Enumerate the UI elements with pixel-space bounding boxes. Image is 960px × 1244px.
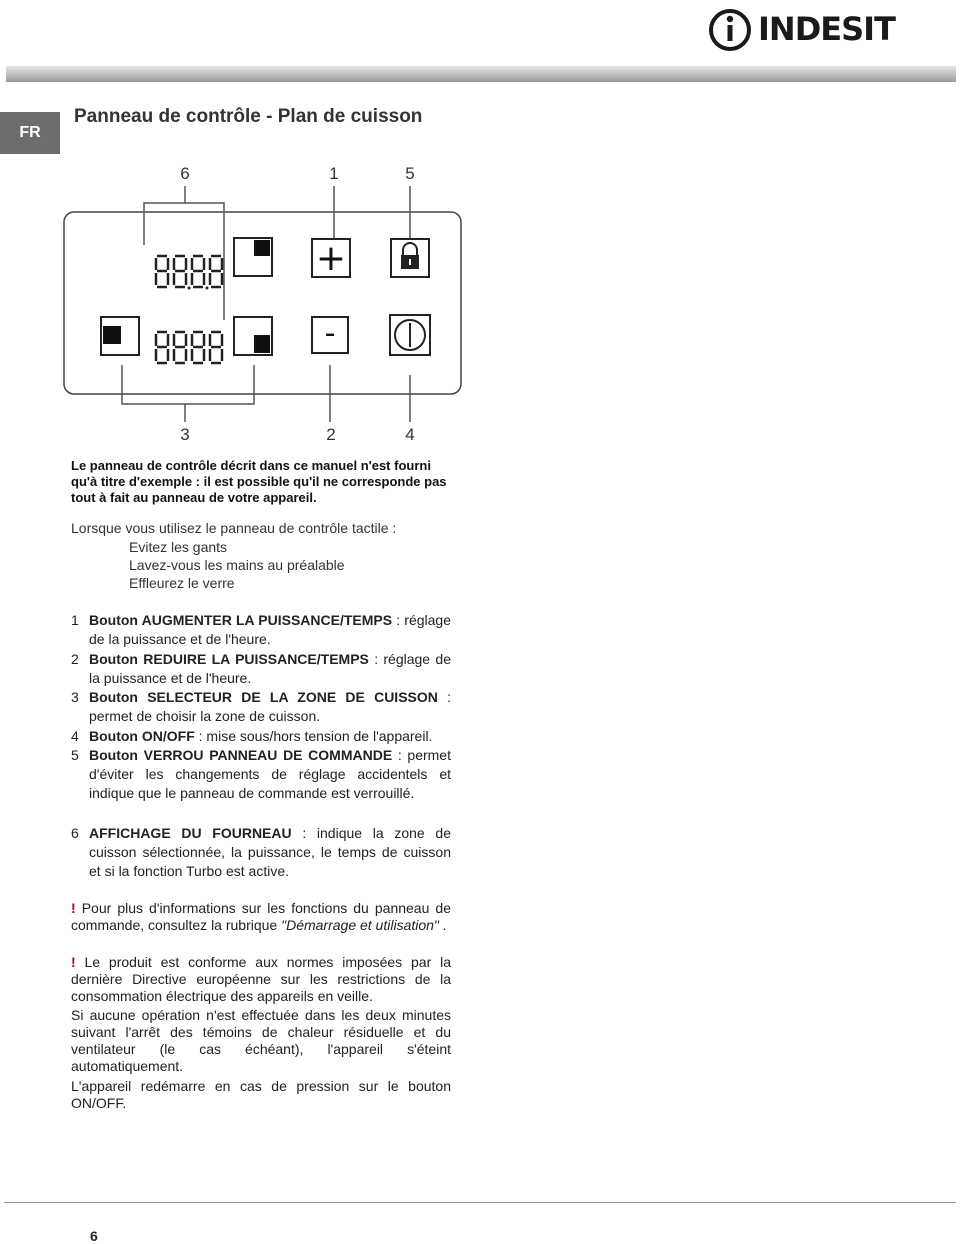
list-item <box>71 824 451 881</box>
callout-label-3: 3 <box>180 425 190 444</box>
display-bottom-digits <box>156 332 222 363</box>
item-number: 5 <box>71 747 79 763</box>
item-number: 6 <box>71 825 79 841</box>
list-item <box>71 688 451 726</box>
list-item <box>71 727 451 746</box>
list-item <box>71 611 451 649</box>
item-description: : permet de choisir la zone de cuisson. <box>89 689 451 724</box>
list-item <box>71 650 451 688</box>
list-item <box>71 746 451 803</box>
callout-bracket-6 <box>144 186 224 320</box>
item-title: AFFICHAGE DU FOURNEAU <box>89 825 292 841</box>
item-description: : mise sous/hors tension de l'appareil. <box>194 728 433 744</box>
minus-button-icon <box>312 316 348 353</box>
item-description: : réglage de la puissance et de l'heure. <box>89 651 451 686</box>
callout-label-1: 1 <box>329 164 339 183</box>
item-title: Bouton VERROU PANNEAU DE COMMANDE <box>89 747 393 763</box>
item-number: 3 <box>71 689 79 705</box>
callout-label-2: 2 <box>326 425 336 444</box>
item-description: : indique la zone de cuisson sélectionnée, la puissance, le temps de cuisson et si la fonction Turbo est active. <box>89 825 451 879</box>
touch-tip: Evitez les gants <box>129 539 228 555</box>
svg-text:+: + <box>315 238 347 279</box>
warning-mark: ! <box>71 900 76 916</box>
language-tab: FR <box>0 112 60 154</box>
display-top-digits <box>156 256 222 290</box>
info-reference: "Démarrage et utilisation" <box>281 917 439 933</box>
disclaimer-note: Le panneau de contrôle décrit dans ce manuel n'est fourni qu'à titre d'exemple : il est possible qu'il ne corresponde pas tout à fait au panneau de votre appareil. <box>71 458 447 505</box>
callout-label-4: 4 <box>405 425 415 444</box>
zone-selector-bottom-icon <box>234 317 272 355</box>
info-paragraph <box>71 954 451 1005</box>
info-paragraph: L'appareil redémarre en cas de pression sur le bouton ON/OFF. <box>71 1078 451 1111</box>
plus-button-icon <box>312 238 350 279</box>
info-text-end: . <box>438 917 447 933</box>
zone-selector-top-icon <box>234 238 272 276</box>
touch-tip: Effleurez le verre <box>129 575 235 591</box>
control-panel-diagram <box>56 160 466 445</box>
item-title: Bouton REDUIRE LA PUISSANCE/TEMPS <box>89 651 369 667</box>
indesit-logo-icon <box>706 6 766 54</box>
page-number: 6 <box>90 1228 98 1244</box>
callout-label-6: 6 <box>180 164 190 183</box>
item-description: : permet d'éviter les changements de réglage accidentels et indique que le panneau de commande est verrouillé. <box>89 747 451 801</box>
info-paragraph <box>71 900 451 934</box>
page-title: Panneau de contrôle - Plan de cuisson <box>74 106 423 127</box>
item-title: Bouton SELECTEUR DE LA ZONE DE CUISSON <box>89 689 438 705</box>
warning-mark: ! <box>71 954 76 970</box>
item-number: 2 <box>71 651 79 667</box>
touch-panel-intro: Lorsque vous utilisez le panneau de contrôle tactile : <box>71 520 397 536</box>
item-number: 4 <box>71 728 79 744</box>
footer-divider <box>4 1202 956 1203</box>
power-button-icon <box>390 315 430 355</box>
info-text: Le produit est conforme aux normes imposées par la dernière Directive européenne sur les restrictions de la consommation électrique des appareils en veille. <box>71 954 451 1004</box>
item-title: Bouton ON/OFF <box>89 728 195 744</box>
header-bar <box>6 66 956 82</box>
info-paragraph: Si aucune opération n'est effectuée dans les deux minutes suivant l'arrêt des témoins de chaleur résiduelle et du ventilateur (le cas échéant), l'appareil s'éteint automatiquement. <box>71 1007 451 1074</box>
brand-name: INDESIT <box>758 10 895 48</box>
zone-selector-left-icon <box>101 317 139 355</box>
svg-text:-: - <box>324 316 336 351</box>
touch-tip: Lavez-vous les mains au préalable <box>129 557 345 573</box>
lock-button-icon <box>391 239 429 277</box>
item-description: : réglage de la puissance et de l'heure. <box>89 612 451 647</box>
callout-label-5: 5 <box>405 164 415 183</box>
item-number: 1 <box>71 612 79 628</box>
item-title: Bouton AUGMENTER LA PUISSANCE/TEMPS <box>89 612 393 628</box>
info-text: Pour plus d'informations sur les fonctions du panneau de commande, consultez la rubrique <box>71 900 451 933</box>
